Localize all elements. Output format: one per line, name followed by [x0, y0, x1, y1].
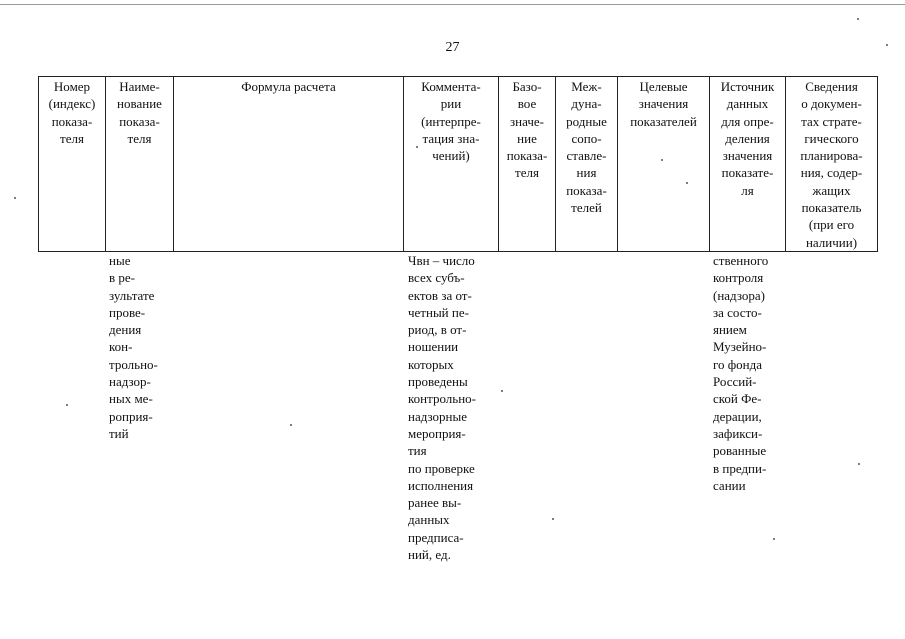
- header-base-value: Базо- вое значе- ние показа- теля: [498, 77, 555, 251]
- header-name: Наиме- нование показа- теля: [105, 77, 173, 251]
- header-target-values: Целевые значения показателей: [617, 77, 709, 251]
- header-international: Меж- дуна- родные сопо- ставле- ния показа- телей: [555, 77, 617, 251]
- name-continuation: ные в ре- зультате прове- дения кон- трольно- надзор- ных ме- роприя- тий: [109, 253, 158, 441]
- source-continuation: ственного контроля (надзора) за состо- янием Музейно- го фонда Россий- ской Фе- дерации, зафикси- рованные в предпи- сании: [713, 253, 769, 493]
- top-rule: [0, 4, 905, 5]
- header-number: Номер (индекс) показа- теля: [38, 77, 105, 251]
- header-formula: Формула расчета: [173, 77, 403, 251]
- header-strategic-docs: Сведения о докумен- тах страте- гического планирова- ния, содер- жащих показатель (при его наличии): [785, 77, 878, 251]
- table-header: [38, 76, 878, 252]
- page-number: 27: [445, 40, 460, 55]
- header-comments: Коммента- рии (интерпре- тация зна- чений): [403, 77, 498, 251]
- header-data-source: Источник данных для опре- деления значения показате- ля: [709, 77, 785, 251]
- comment-continuation: Чвн – число всех субъ- ектов за от- четный пе- риод, в от- ношении которых проведены контрольно- надзорные мероприя- тия по проверке исполнения ранее вы- данных предписа- ний, ед.: [408, 253, 476, 563]
